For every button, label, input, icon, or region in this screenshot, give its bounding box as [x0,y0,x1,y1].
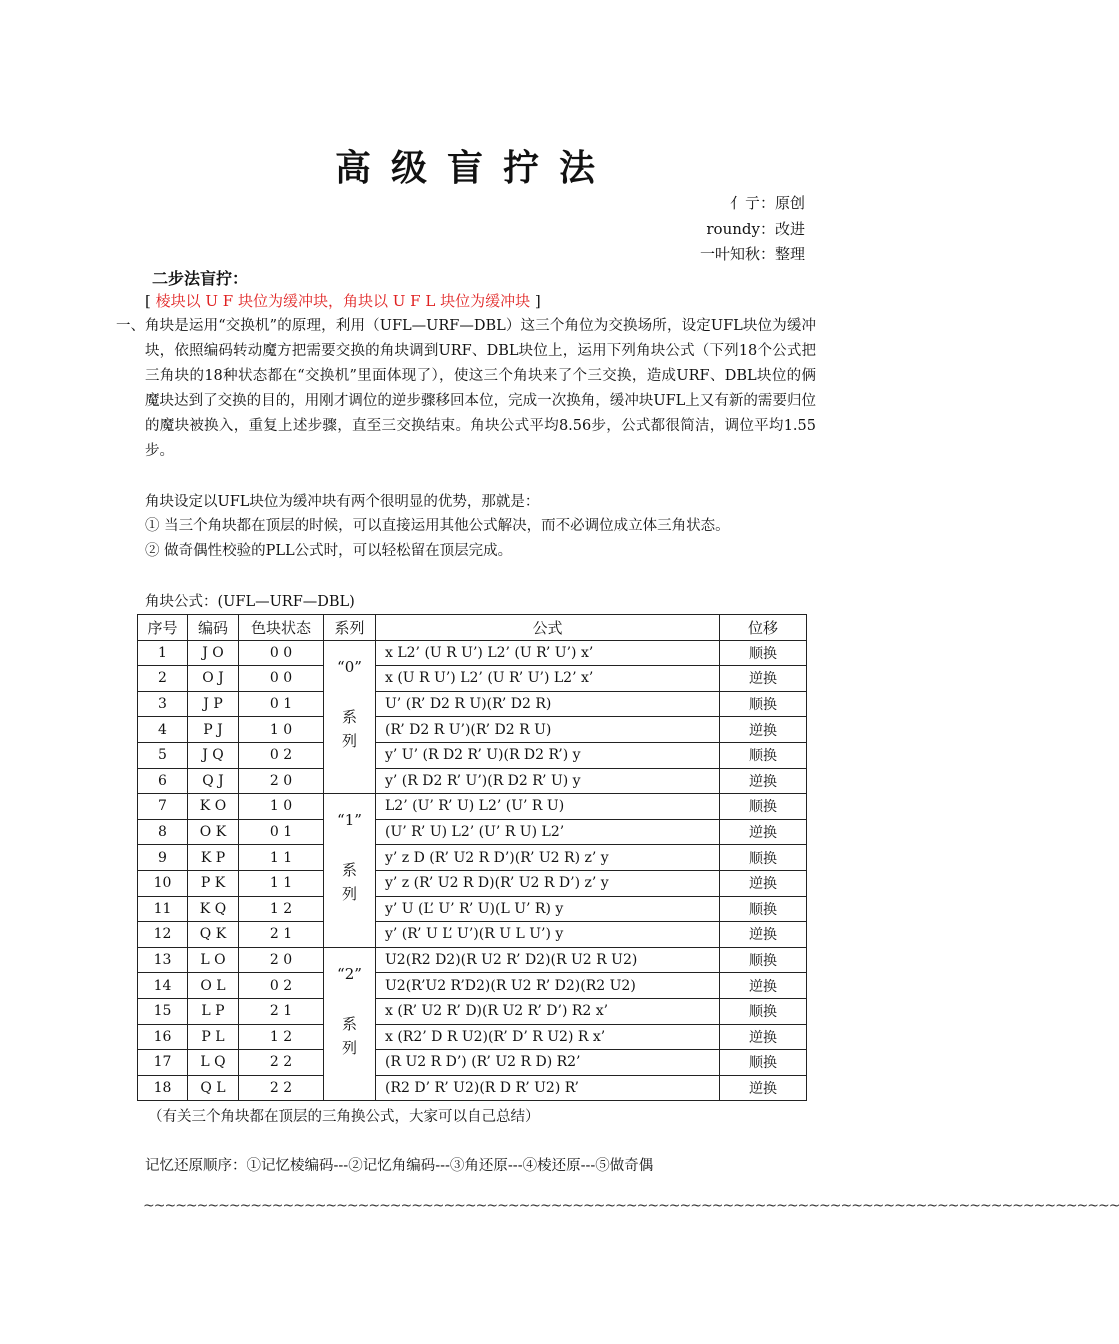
table-row [138,845,807,871]
row-color-state: 0 2 [239,742,324,768]
row-displacement: 逆换 [720,717,807,743]
header-code: 编码 [188,615,239,641]
paragraph-number: 一、 [116,318,145,334]
row-displacement: 逆换 [720,768,807,794]
row-index: 5 [138,742,188,768]
row-color-state: 0 1 [239,819,324,845]
row-formula: U’ (R’ D2 R U)(R’ D2 R) [376,691,720,717]
row-color-state: 0 2 [239,973,324,999]
row-index: 16 [138,1024,188,1050]
row-index: 13 [138,947,188,973]
row-index: 9 [138,845,188,871]
row-index: 3 [138,691,188,717]
row-displacement: 逆换 [720,1075,807,1101]
series-cell [324,947,376,1101]
row-code: Q K [188,922,239,948]
series-label: “2” [337,965,362,983]
row-displacement: 顺换 [720,640,807,666]
wave-divider: ~~~~~~~~~~~~~~~~~~~~~~~~~~~~~~~~~~~~~~~~~~~~~~~~~~~~~~~~~~~~~~~~~~~~~~~~~~~~~~~~~~~~~~~~~~~ [143,1198,1119,1214]
advantage-item-1: ① 当三个角块都在顶层的时候，可以直接运用其他公式解决，而不必调位成立体三角状态。 [145,518,730,534]
row-code: K P [188,845,239,871]
row-displacement: 顺换 [720,794,807,820]
header-formula: 公式 [376,615,720,641]
memory-order: 记忆还原顺序：①记忆棱编码---②记忆角编码---③角还原---④棱还原---⑤做奇偶 [145,1158,654,1174]
row-index: 1 [138,640,188,666]
row-formula: x (R’ U2 R’ D)(R U2 R’ D’) R2 x’ [376,998,720,1024]
row-code: L O [188,947,239,973]
row-formula: y’ (R’ U L’ U’)(R U L U’) y [376,922,720,948]
advantage-item-2: ② 做奇偶性校验的PLL公式时，可以轻松留在顶层完成。 [145,543,513,559]
table-row [138,998,807,1024]
table-row [138,870,807,896]
row-color-state: 2 0 [239,768,324,794]
row-displacement: 顺换 [720,742,807,768]
row-displacement: 逆换 [720,666,807,692]
row-formula: U2(R2 D2)(R U2 R’ D2)(R U2 R U2) [376,947,720,973]
series-word-2: 列 [341,885,357,904]
table-header-row [138,615,807,641]
table-body [138,640,807,1101]
row-color-state: 0 0 [239,666,324,692]
row-formula: x L2’ (U R U’) L2’ (U R’ U’) x’ [376,640,720,666]
row-code: P L [188,1024,239,1050]
row-displacement: 顺换 [720,947,807,973]
row-code: P J [188,717,239,743]
row-index: 12 [138,922,188,948]
row-displacement: 顺换 [720,998,807,1024]
row-code: Q J [188,768,239,794]
row-displacement: 逆换 [720,1024,807,1050]
row-displacement: 逆换 [720,819,807,845]
row-formula: x (R2’ D R U2)(R’ D’ R U2) R x’ [376,1024,720,1050]
row-code: O J [188,666,239,692]
row-formula: (R U2 R D’) (R’ U2 R D) R2’ [376,1050,720,1076]
table-row [138,768,807,794]
intro-paragraph [116,314,816,464]
row-displacement: 逆换 [720,922,807,948]
row-color-state: 1 2 [239,1024,324,1050]
row-formula: (R’ D2 R U’)(R’ D2 R U) [376,717,720,743]
bracket-close: ] [534,292,541,310]
row-index: 8 [138,819,188,845]
row-color-state: 2 2 [239,1050,324,1076]
row-code: K Q [188,896,239,922]
series-word-1: 系 [341,707,357,726]
table-row [138,691,807,717]
series-cell [324,794,376,948]
row-formula: y’ (R D2 R’ U’)(R D2 R’ U) y [376,768,720,794]
row-formula: y’ U’ (R D2 R’ U)(R D2 R’) y [376,742,720,768]
table-row [138,973,807,999]
table-row [138,640,807,666]
row-color-state: 1 0 [239,717,324,743]
row-code: Q L [188,1075,239,1101]
row-formula: (R2 D’ R’ U2)(R D R’ U2) R’ [376,1075,720,1101]
row-displacement: 顺换 [720,691,807,717]
row-code: O L [188,973,239,999]
table-row [138,896,807,922]
header-series: 系列 [324,615,376,641]
header-index: 序号 [138,615,188,641]
row-formula: y’ U (L’ U’ R’ U)(L U’ R) y [376,896,720,922]
row-color-state: 2 2 [239,1075,324,1101]
row-index: 18 [138,1075,188,1101]
row-formula: y’ z (R’ U2 R D)(R’ U2 R D’) z’ y [376,870,720,896]
table-row [138,819,807,845]
row-code: P K [188,870,239,896]
table-row [138,922,807,948]
row-color-state: 2 0 [239,947,324,973]
row-index: 4 [138,717,188,743]
row-formula: U2(R’U2 R’D2)(R U2 R’ D2)(R2 U2) [376,973,720,999]
paragraph-text: 角块是运用“交换机”的原理，利用（UFL—URF—DBL）这三个角位为交换场所，设定UFL块位为缓冲块，依照编码转动魔方把需要交换的角块调到URF、DBL块位上，运用下列角块公式（下列18个公式把三角块的18种状态都在“交换机”里面体现了），使这三个角块来了个三交换，造成URF、DBL块位的俩魔块达到了交换的目的，用刚才调位的逆步骤移回本位，完成一次换角，缓冲块UFL上又有新的需要归位的魔块被换入，重复上述步骤，直至三交换结束。角块公式平均8.56步，公式都很简洁，调位平均1.55步。 [145,318,816,459]
row-formula: x (U R U’) L2’ (U R’ U’) L2’ x’ [376,666,720,692]
row-index: 10 [138,870,188,896]
row-formula: (U’ R’ U) L2’ (U’ R U) L2’ [376,819,720,845]
row-color-state: 0 1 [239,691,324,717]
row-index: 14 [138,973,188,999]
row-color-state: 1 1 [239,845,324,871]
row-code: L P [188,998,239,1024]
row-code: K O [188,794,239,820]
table-row [138,717,807,743]
series-word-1: 系 [341,1015,357,1033]
row-formula: y’ z D (R’ U2 R D’)(R’ U2 R) z’ y [376,845,720,871]
series-label: “0” [337,657,362,676]
table-row [138,794,807,820]
table-note: （有关三个角块都在顶层的三角换公式，大家可以自己总结） [148,1109,540,1125]
row-displacement: 顺换 [720,896,807,922]
row-color-state: 1 1 [239,870,324,896]
buffer-note-text: 棱块以 U F 块位为缓冲块，角块以 U F L 块位为缓冲块 [150,292,535,310]
table-row [138,666,807,692]
row-formula: L2’ (U’ R’ U) L2’ (U’ R U) [376,794,720,820]
table-row [138,742,807,768]
row-color-state: 2 1 [239,922,324,948]
row-index: 11 [138,896,188,922]
header-displacement: 位移 [720,615,807,641]
row-index: 15 [138,998,188,1024]
table-row [138,1075,807,1101]
row-displacement: 顺换 [720,1050,807,1076]
bracket-open: [ [145,292,151,310]
series-word-2: 列 [341,731,357,750]
corner-formula-table [137,614,807,1101]
header-color-state: 色块状态 [239,615,324,641]
row-displacement: 逆换 [720,870,807,896]
series-cell [324,640,376,794]
row-index: 17 [138,1050,188,1076]
row-index: 6 [138,768,188,794]
row-displacement: 逆换 [720,973,807,999]
row-code: J O [188,640,239,666]
row-color-state: 1 0 [239,794,324,820]
credit-original: 亻亍：原创 [729,194,805,212]
row-code: O K [188,819,239,845]
table-row [138,947,807,973]
table-caption: 角块公式：(UFL—URF—DBL) [145,594,355,610]
series-label: “1” [337,811,362,830]
buffer-note [145,290,541,311]
row-color-state: 0 0 [239,640,324,666]
row-index: 2 [138,666,188,692]
row-index: 7 [138,794,188,820]
table-row [138,1024,807,1050]
section-heading: 二步法盲拧： [152,269,249,288]
row-code: L Q [188,1050,239,1076]
row-color-state: 1 2 [239,896,324,922]
row-color-state: 2 1 [239,998,324,1024]
row-code: J P [188,691,239,717]
row-code: J Q [188,742,239,768]
row-displacement: 顺换 [720,845,807,871]
advantages-intro: 角块设定以UFL块位为缓冲块有两个很明显的优势，那就是： [145,494,540,510]
series-word-2: 列 [341,1039,357,1057]
page-title: 高级盲拧法 [334,147,615,189]
series-word-1: 系 [341,861,357,880]
credit-improved: roundy：改进 [706,220,805,238]
credit-organized: 一叶知秋：整理 [699,245,805,263]
table-row [138,1050,807,1076]
